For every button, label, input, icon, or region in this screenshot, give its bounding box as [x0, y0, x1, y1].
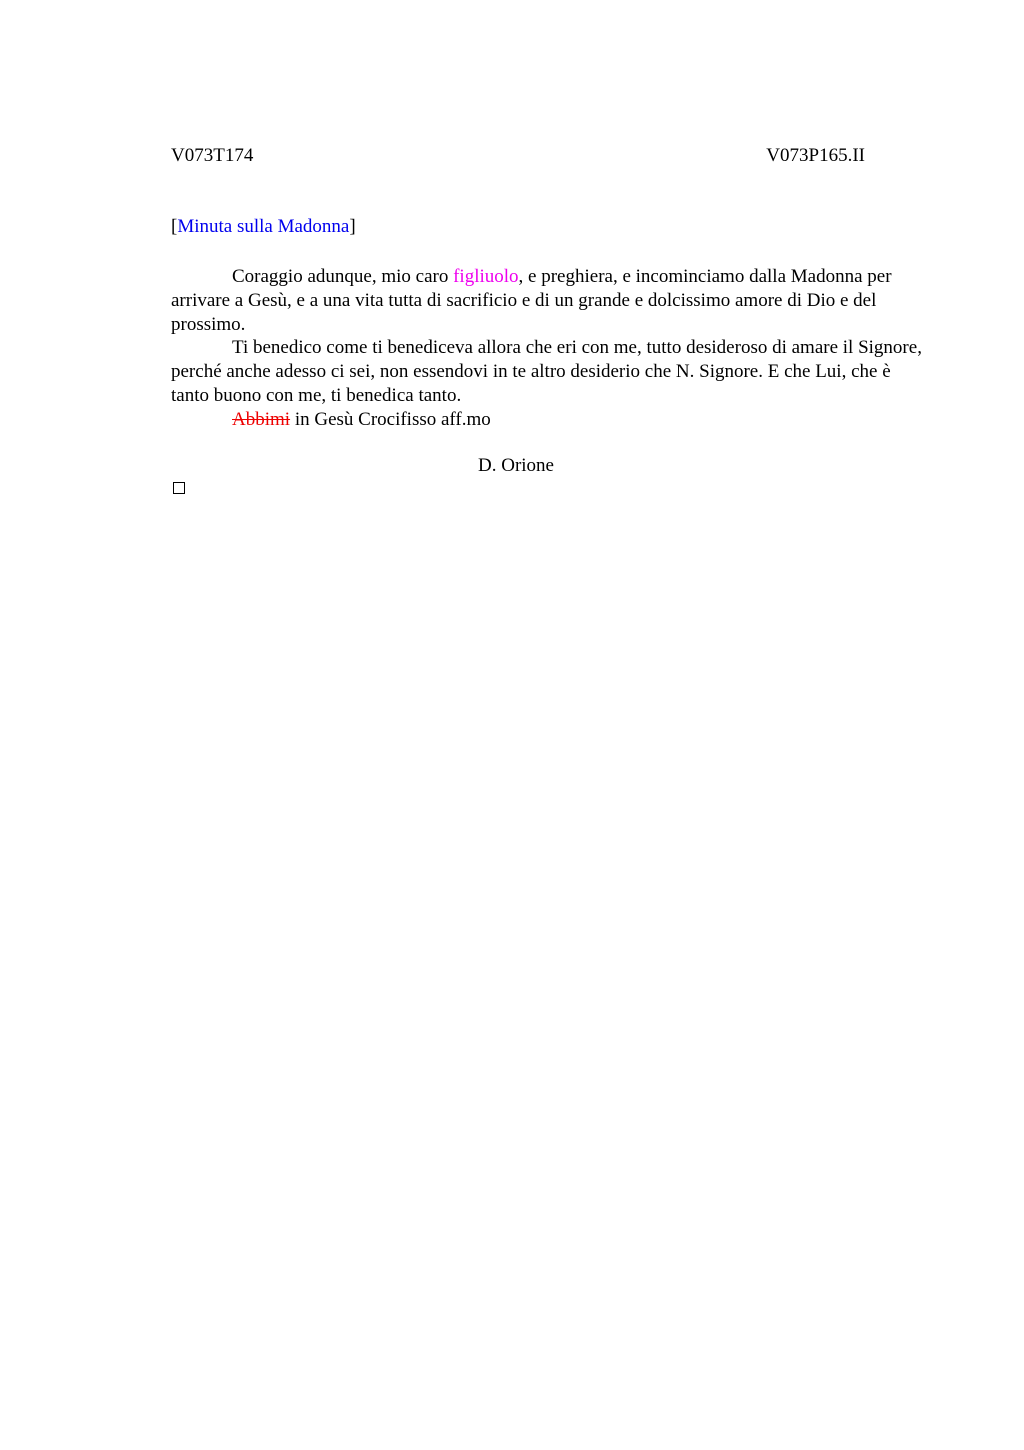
title-text: Minuta sulla Madonna — [177, 216, 350, 237]
paragraph-3-end: in Gesù Crocifisso aff.mo — [290, 408, 491, 430]
document-title — [171, 216, 356, 238]
paragraph-2: Ti benedico come ti benediceva allora che eri con me, tutto desideroso di amare il Signore, perché anche adesso ci sei, non essendovi in te altro desiderio che N. Signore. E che Lui, che è tanto buono con me, ti benedica tanto. — [171, 337, 922, 406]
paragraph-3 — [171, 408, 931, 432]
highlighted-word: figliuolo — [453, 266, 519, 287]
title-close-bracket: ] — [349, 216, 356, 237]
letter-body — [171, 265, 931, 432]
title-open-bracket: [ — [171, 216, 178, 237]
document-code-left: V073T174 — [171, 145, 254, 166]
paragraph-1 — [171, 265, 931, 336]
paragraph-1-start: Coraggio adunque, mio caro — [232, 266, 454, 287]
signature: D. Orione — [478, 455, 554, 476]
header-row — [171, 145, 865, 169]
paragraph-1-end: , e preghiera, e incominciamo dalla Madonna per arrivare a Gesù, e a una vita tutta di sacrificio e di un grande e dolcissimo amore di Dio e del prossimo. — [171, 266, 892, 335]
struck-word: Abbimi — [232, 408, 291, 430]
document-code-right: V073P165.II — [766, 145, 865, 166]
empty-square-icon — [173, 482, 185, 494]
